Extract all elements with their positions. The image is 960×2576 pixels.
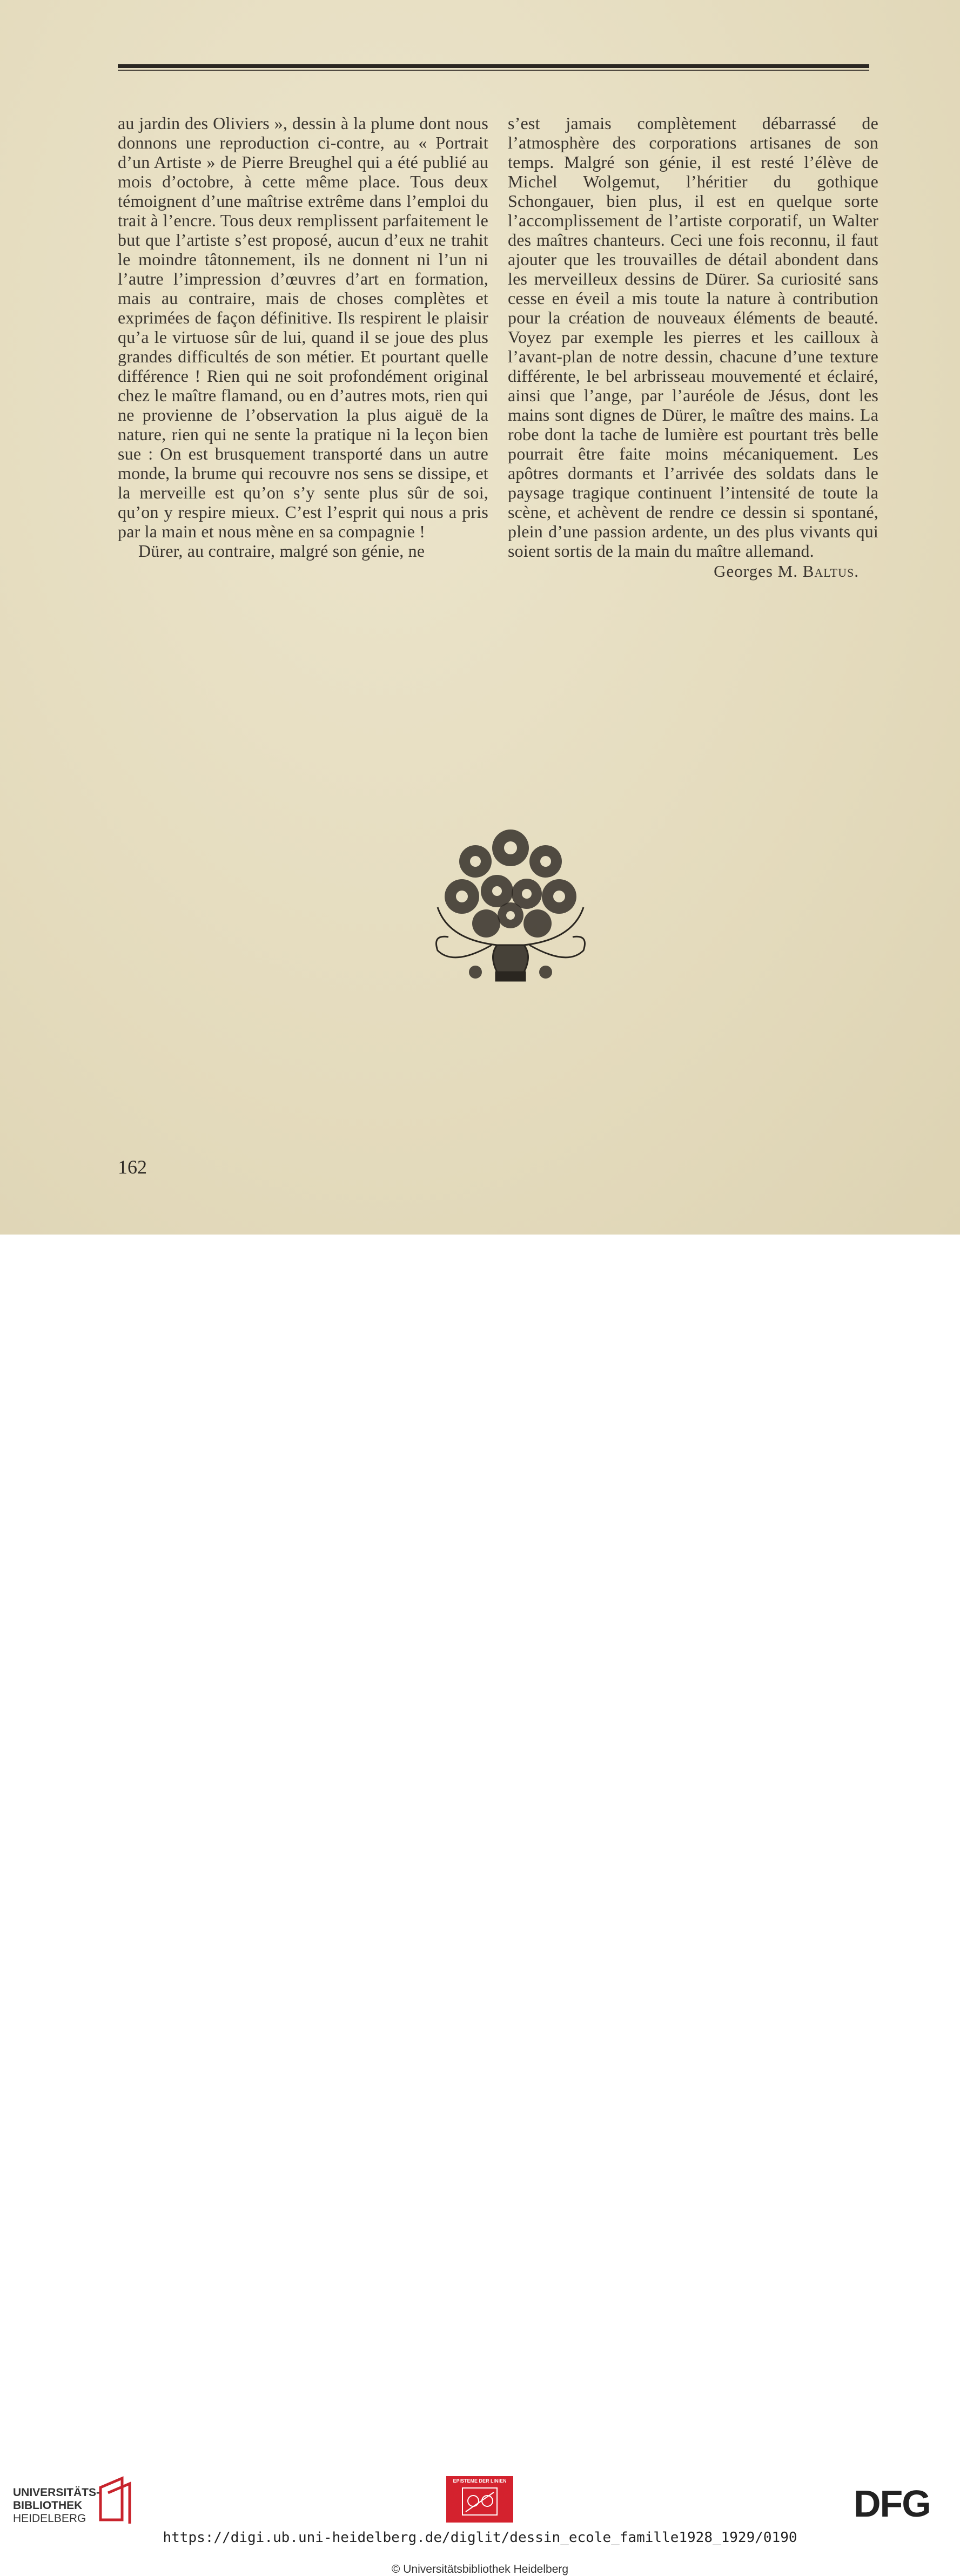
text-column-right	[508, 113, 878, 581]
library-name-line2: BIBLIOTHEK	[13, 2499, 83, 2512]
episteme-emblem-icon	[446, 2476, 513, 2523]
library-name-line1: UNIVERSITÄTS-	[13, 2486, 100, 2499]
text-column-left	[118, 113, 488, 561]
source-url[interactable]: https://digi.ub.uni-heidelberg.de/diglit/dessin_ecole_famille1928_1929/0190	[163, 2530, 797, 2546]
library-logo-text[interactable]	[13, 2486, 100, 2525]
paragraph: Dürer, au contraire, malgré son génie, ne	[138, 541, 425, 561]
episteme-logo[interactable]	[446, 2476, 513, 2523]
header-rule	[118, 64, 869, 68]
paragraph: s’est jamais complètement débarrassé de l’atmosphère des corporations artisanes de son temps. Malgré son génie, il est resté l’élève de Michel Wolgemut, l’héritier du gothique Schongauer, bien plus, il est en quelque sorte l’accomplissement de l’artiste corporatif, un Walter des maîtres chanteurs. Ceci une fois reconnu, il faut ajouter que les trouvailles de détail abondent dans les merveilleux dessins de Dürer. Sa curiosité sans cesse en éveil a mis toute la nature à contribution pour la création de nouveaux éléments de beauté. Voyez par exemple les pierres et les cailloux à l’avant-plan de notre dessin, chacune d’une texture différente, le bel arbrisseau mouvementé et éclairé, ainsi que l’ange, par l’auréole de Jésus, dont les mains sont dignes de Dürer, le maître des mains. La robe dont la tache de lumière est pourtant très belle pourrait être faite moins mécaniquement. Les apôtres dormants et l’arrivée des soldats dans le paysage tragique continuent l’intensité de toute la scène, et achèvent de rendre ce dessin si spontané, plein d’une passion ardente, un des plus vivants qui soient sortis de la main du maître allemand.	[508, 113, 878, 561]
paragraph: au jardin des Oliviers », dessin à la plume dont nous donnons une reproduction ci-contre, au « Portrait d’un Artiste » de Pierre Breughel qui a été publié au mois d’octobre, à cette même place. Tous deux témoignent d’une maîtrise extrême dans l’emploi du trait à l’encre. Tous deux remplissent parfaitement le but que l’artiste s’est proposé, aucun d’eux ne trahit le moindre tâtonnement, ils ne donnent ni l’un ni l’autre l’impression d’œuvres d’art en formation, mais au contraire, mais de choses complètes et exprimées de façon définitive. Ils respirent le plaisir qu’a le virtuose sûr de lui, quand il se joue des plus grandes difficultés de son métier. Et pourtant quelle différence ! Rien qui ne soit profondément original chez le maître flamand, ou en d’autres mots, rien qui ne provienne de l’observation la plus aiguë de la nature, rien qui ne sente la pratique ni la leçon bien sue : On est brusquement transporté dans un autre monde, la brume qui recouvre nos sens se dissipe, et la merveille est qu’on s’y sente plus sûr de soi, qu’on y respire mieux. C’est l’esprit qui nous a pris par la main et nous mène en sa compagnie !	[118, 113, 488, 541]
dfg-logo[interactable]: DFG	[854, 2483, 930, 2525]
author-signature	[508, 562, 878, 581]
library-name-line3: HEIDELBERG	[13, 2512, 86, 2525]
header-rule-thin	[118, 70, 869, 71]
author-last-name: Baltus.	[802, 562, 859, 581]
author-first-name: Georges M.	[714, 562, 798, 581]
page-number: 162	[118, 1156, 147, 1178]
digitization-footer	[0, 1235, 960, 2575]
library-logo-icon	[96, 2474, 134, 2525]
episteme-logo-label: EPISTEME DER LINIEN	[453, 2478, 507, 2484]
scanned-page	[0, 0, 960, 1235]
flower-vase-ornament-icon	[416, 810, 605, 999]
copyright-notice: © Universitätsbibliothek Heidelberg	[391, 2563, 569, 2575]
